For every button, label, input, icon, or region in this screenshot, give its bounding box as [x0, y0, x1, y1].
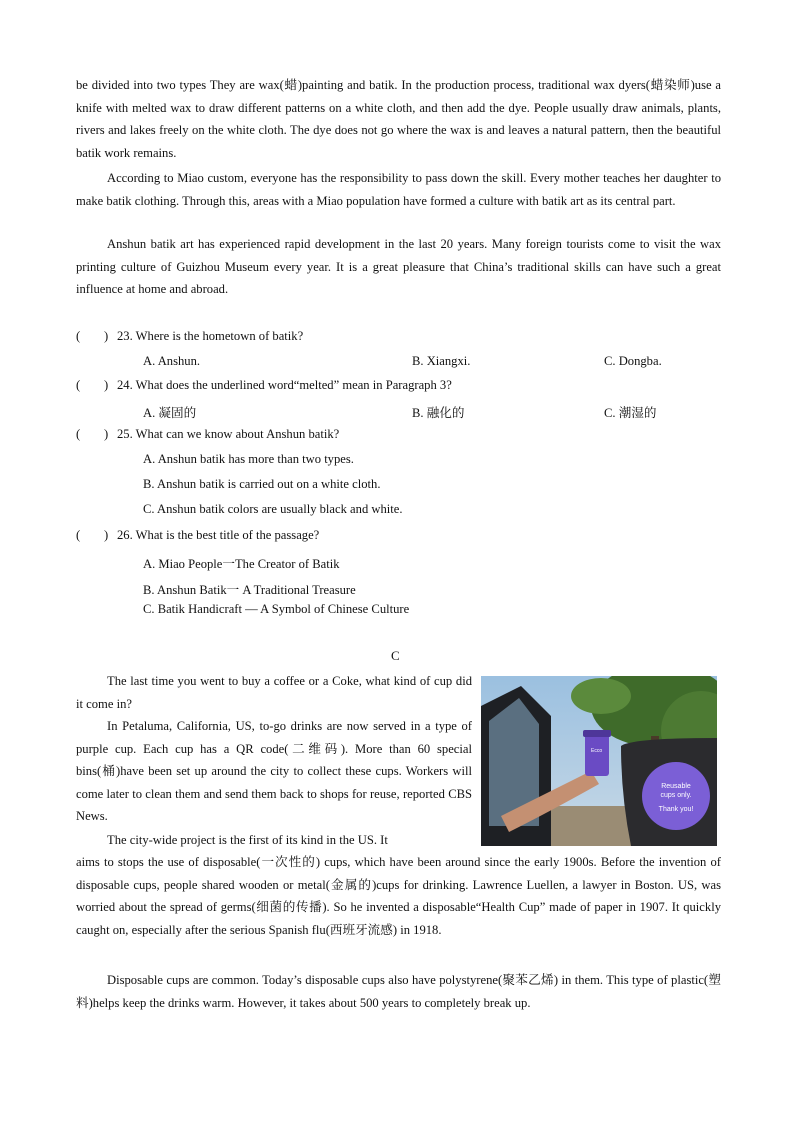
- passage-b-paragraph-2: According to Miao custom, everyone has the responsibility to pass down the skill. Every mother teaches her daughter to make batik clothing. Through this, areas with a Miao population have formed a culture with batik art as its central part.: [76, 171, 721, 208]
- passage-c-paragraph-3-rest: aims to stops the use of disposable(一次性的) cups, which have been around since the early 1900s. Before the invention of disposable cups, people shared wooden or metal(金属的)cups for drinking. Lawrence Luellen, a lawyer in Boston. US, was worried about the spread of germs(细菌的传播). So he invented a disposable“Health Cup” made of paper in 1907. It quickly caught on, especially after the serious Spanish flu(西班牙流感) in 1918.: [76, 855, 721, 937]
- q23-option-b: B. Xiangxi.: [412, 354, 471, 368]
- question-23: 23. Where is the hometown of batik?: [117, 329, 304, 343]
- q26-option-b: B. Anshun Batik一 A Traditional Treasure: [143, 583, 356, 597]
- cup-lid: [583, 730, 611, 737]
- question-24: 24. What does the underlined word“melted” mean in Paragraph 3?: [117, 378, 452, 392]
- bin-sign-text: cups only.: [660, 792, 692, 799]
- q24-option-b: B. 融化的: [412, 406, 465, 420]
- answer-blank-close: ): [104, 378, 109, 392]
- q25-option-a: A. Anshun batik has more than two types.: [143, 452, 354, 466]
- answer-blank-open: (: [76, 378, 81, 392]
- bin-sign-text: Thank you!: [658, 806, 694, 813]
- tree-canopy: [571, 678, 631, 714]
- passage-b-paragraph-3: Anshun batik art has experienced rapid development in the last 20 years. Many foreign tourists come to visit the wax printing culture of Guizhou Museum every year. It is a great pleasure that China’s traditional skills can have such a great influence at home and abroad.: [76, 237, 721, 296]
- q24-option-c: C. 潮湿的: [604, 406, 657, 420]
- q23-option-a: A. Anshun.: [143, 354, 201, 368]
- answer-blank-close: ): [104, 427, 109, 441]
- q26-option-c: C. Batik Handicraft — A Symbol of Chinese Culture: [143, 602, 410, 616]
- passage-c-paragraph-2: In Petaluma, California, US, to-go drinks are now served in a type of purple cup. Each cup has a QR code(二维码). More than 60 special bins(桶)have been set up around the city to collect these cups. Workers will come later to clean them and send them back to shops for reuse, reported CBS News.: [76, 719, 472, 823]
- passage-c-paragraph-4: Disposable cups are common. Today’s disposable cups also have polystyrene(聚苯乙烯) in them. This type of plastic(塑料)helps keep the drinks warm. However, it takes about 500 years to completely break up.: [76, 973, 721, 1010]
- q25-option-b: B. Anshun batik is carried out on a white cloth.: [143, 477, 381, 491]
- q24-option-a: A. 凝固的: [143, 406, 197, 420]
- photo-illustration: [481, 676, 717, 846]
- passage-b-paragraph-1: be divided into two types They are wax(蜡)painting and batik. In the production process, traditional wax dyers(蜡染师)use a knife with melted wax to draw different patterns on a white cloth, and then add the dye. People usually draw animals, plants, rivers and lakes freely on the white cloth. The dye does not go where the wax is and leaves a natural pattern, then the beautiful batik work remains.: [76, 78, 721, 160]
- answer-blank-open: (: [76, 528, 81, 542]
- reusable-cup-photo: [481, 676, 717, 846]
- cup-label: Ecco: [591, 748, 603, 754]
- answer-blank-open: (: [76, 329, 81, 343]
- passage-c-paragraph-3-start: The city-wide project is the first of its kind in the US. It: [107, 833, 388, 847]
- q25-option-c: C. Anshun batik colors are usually black and white.: [143, 502, 403, 516]
- q26-option-a: A. Miao People一The Creator of Batik: [143, 557, 340, 571]
- bin-sign-text: Reusable: [661, 783, 691, 790]
- passage-c-paragraph-1: The last time you went to buy a coffee or a Coke, what kind of cup did it come in?: [76, 674, 472, 711]
- answer-blank-open: (: [76, 427, 81, 441]
- purple-cup: [585, 734, 609, 776]
- answer-blank-close: ): [104, 528, 109, 542]
- q23-option-c: C. Dongba.: [604, 354, 662, 368]
- question-25: 25. What can we know about Anshun batik?: [117, 427, 340, 441]
- question-26: 26. What is the best title of the passage?: [117, 528, 320, 542]
- answer-blank-close: ): [104, 329, 109, 343]
- section-heading-c: C: [391, 648, 400, 663]
